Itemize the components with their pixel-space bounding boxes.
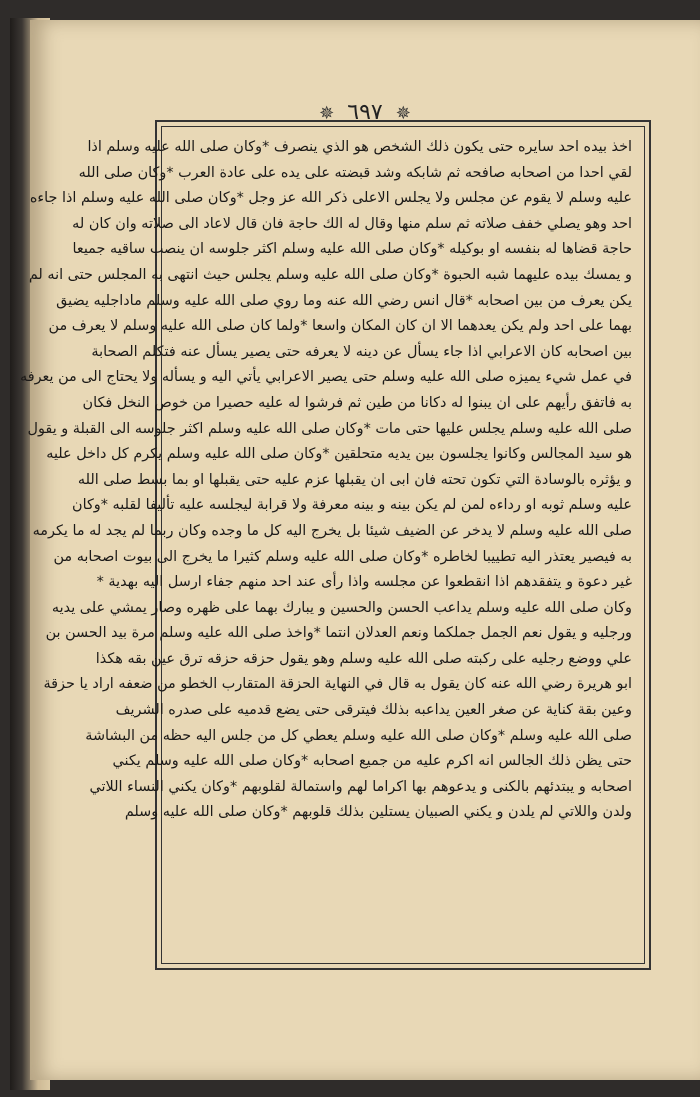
text-line: علي ووضع رجليه على ركبته صلى الله عليه وسلم وهو يقول حزقه حزقه ترق عين بقه هكذا <box>95 650 632 667</box>
text-line: لقي احدا من اصحابه صافحه ثم شابكه وشد قبضته على يده على عادة العرب *وكان صلى الله <box>78 164 632 181</box>
ornament-icon: ✵ <box>395 103 411 124</box>
text-line: بهما على احد ولم يكن يعدهما الا ان كان المكان واسعا *ولما كان صلى الله عليه وسلم لا يعرف من <box>48 318 632 335</box>
text-line: احد وهو يصلي خفف صلاته ثم سلم منها وقال له الك حاجة فان قال لاعاد الى صلاته وان كان له <box>72 215 632 232</box>
text-line: اصحابه و يبتدئهم بالكنى و يدعوهم بها اكراما لهم واستمالة لقلوبهم *وكان يكني النساء اللاتي <box>89 778 632 795</box>
text-line: في عمل شيء يميزه صلى الله عليه وسلم حتى يصير الاعرابي يأتي اليه و يسأله ولا يحتاج الى من يعرفه <box>20 369 632 386</box>
text-frame-inner <box>20 126 645 964</box>
text-line: هو سيد المجالس وكانوا يجلسون بين يديه متحلقين *وكان صلى الله عليه وسلم يكرم كل داخل عليه <box>46 446 632 463</box>
text-line: صلى الله عليه وسلم لا يدخر عن الضيف شيئا بل يخرج اليه كل ما وجده وكان ربما لم يجد له ما يكرمه <box>32 522 632 539</box>
body-text <box>20 135 632 953</box>
page-number: ٦٩٧ <box>347 100 383 125</box>
text-line: وكان صلى الله عليه وسلم يداعب الحسن والحسين و يبارك بهما على ظهره وصار يمشي على يديه <box>51 599 632 616</box>
text-line: صلى الله عليه وسلم *وكان صلى الله عليه وسلم يعطي كل من جلس اليه حظه من البشاشة <box>85 727 632 744</box>
text-line: حتى يظن ذلك الجالس انه اكرم عليه من جميع اصحابه *وكان صلى الله عليه وسلم يكني <box>112 753 632 770</box>
text-line: ابو هريرة رضي الله عنه كان يقول به قال في النهاية الحزقة المتقارب الخطو من ضعفه اراد يا حزقة <box>43 676 632 693</box>
text-line: عليه وسلم ثوبه او رداءه لمن لم يكن بينه و بينه معرفة ولا قرابة ليجلسه عليه تأليفا لقلبه *وكان <box>72 497 632 514</box>
text-line: و يؤثره بالوسادة التي تكون تحته فان ابى ان يقبلها عزم عليه حتى يقبلها او بما بسط صلى الله <box>77 471 632 488</box>
text-line: وعين بقة كناية عن صغر العين يداعبه بذلك فيترقى حتى يضع قدميه على صدره الشريف <box>115 702 632 719</box>
text-line: اخذ بيده احد سايره حتى يكون ذلك الشخص هو الذي ينصرف *وكان صلى الله عليه وسلم اذا <box>87 139 632 155</box>
text-line: به فيصير يعتذر اليه تطييبا لخاطره *وكان صلى الله عليه وسلم كثيرا ما يخرج الى بيوت اصحابه من <box>53 548 632 565</box>
text-line: حاجة قضاها له بنفسه او بوكيله *وكان صلى الله عليه وسلم اكثر جلوسه ان ينصب ساقيه جميعا <box>72 241 632 258</box>
text-line: صلى الله عليه وسلم يجلس عليها حتى مات *وكان صلى الله عليه وسلم اكثر جلوسه الى القبلة و يقول <box>27 420 632 437</box>
text-line: ورجليه و يقول نعم الجمل جملكما ونعم العدلان انتما *واخذ صلى الله عليه وسلم مرة بيد الحسن بن <box>45 625 632 642</box>
text-line: غير دعوة و يتفقدهم اذا انقطعوا عن مجلسه واذا رأى عند احد منهم جفاء ارسل اليه بهدية * <box>96 574 632 591</box>
ornament-icon: ✵ <box>319 103 335 124</box>
text-line: بين اصحابه كان الاعرابي اذا جاء يسأل عن دينه لا يعرفه حتى يصير يسأل عنه فتكلم الصحابة <box>91 343 632 360</box>
text-line: به فاتفق رأيهم على ان يبنوا له دكانا من طين ثم فرشوا له عليه حصيرا من خوص النخل فكان <box>82 394 632 411</box>
text-line: عليه وسلم لا يقوم عن مجلس ولا يجلس الاعلى ذكر الله عز وجل *وكان صلى الله عليه وسلم اذا جاءه <box>29 190 632 207</box>
text-line: يكن يعرف من بين اصحابه *قال انس رضي الله عنه وما روي صلى الله عليه وسلم ماداجليه يضيق <box>56 292 632 309</box>
text-frame-outer <box>20 120 651 970</box>
text-line: ولدن واللاتي لم يلدن و يكني الصبيان يستلين بذلك قلوبهم *وكان صلى الله عليه وسلم <box>124 804 632 821</box>
text-line: و يمسك بيده عليهما شبه الحبوة *وكان صلى الله عليه وسلم يجلس حيث انتهى به المجلس حتى انه لم <box>28 266 632 283</box>
